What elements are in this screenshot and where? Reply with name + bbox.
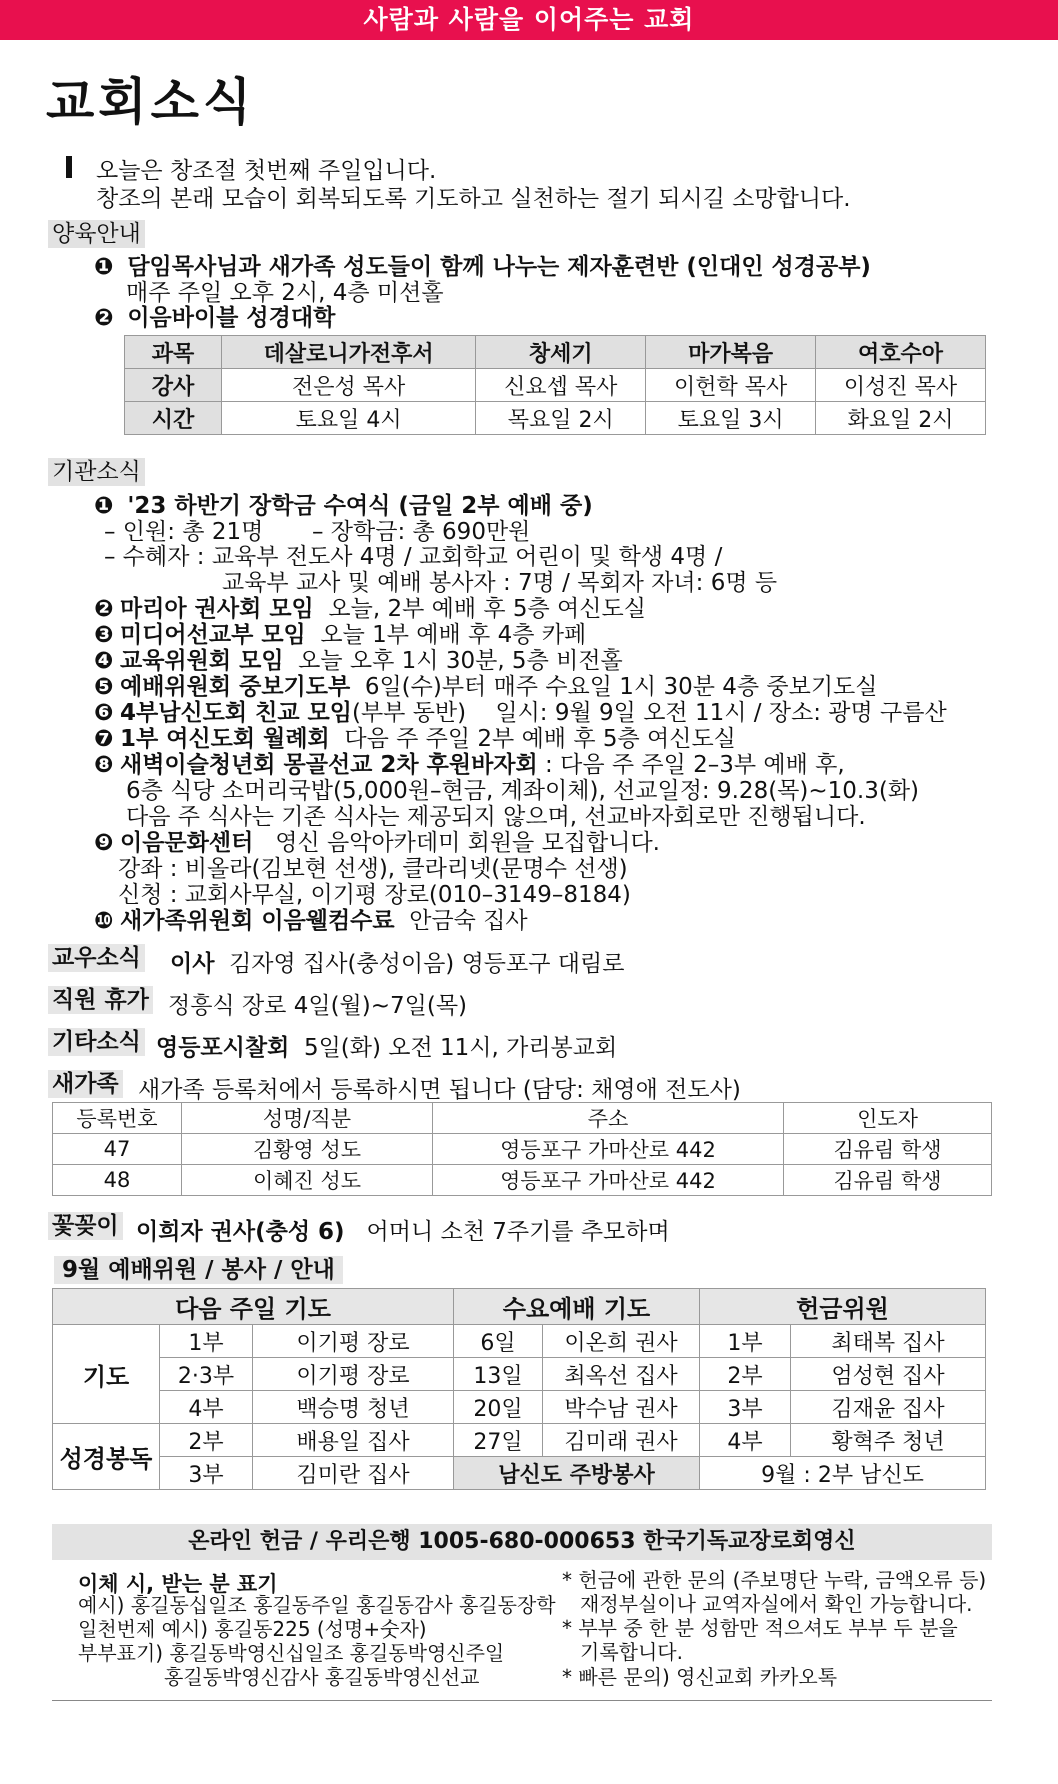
num-10: ❿	[94, 908, 114, 934]
other-label: 영등포시찰회	[156, 1035, 290, 1061]
bible-college-table	[124, 335, 986, 435]
online-right-l2: 재정부실이나 교역자실에서 확인 가능합니다.	[580, 1592, 973, 1616]
person-cell: 최옥선 집사	[543, 1358, 700, 1391]
row-label: 과목	[125, 336, 222, 369]
flowers-detail: 어머니 소천 7주기를 추모하며	[366, 1219, 670, 1245]
flowers-label: 이희자 권사(충성 6)	[136, 1219, 345, 1245]
time-cell: 토요일 3시	[646, 402, 816, 435]
online-left-l3: 부부표기) 홍길동박영신십일조 홍길동박영신주일	[78, 1641, 505, 1665]
col-header: 성명/직분	[182, 1103, 433, 1134]
staff-detail: 정흥식 장로 4일(월)~7일(목)	[168, 993, 468, 1019]
education-item1-title: 담임목사님과 새가족 성도들이 함께 나누는 제자훈련반 (인대인 성경공부)	[127, 254, 871, 280]
service-cell: 4부	[700, 1424, 791, 1457]
top-banner: 사람과 사람을 이어주는 교회	[0, 0, 1058, 40]
org-item9-line3: 신청 : 교회사무실, 이기평 장로(010–3149–8184)	[118, 882, 631, 908]
category-prayer: 기도	[53, 1325, 160, 1424]
org-item6-sub: (부부 동반)	[351, 700, 467, 726]
person-cell: 박수남 권사	[543, 1391, 700, 1424]
section-org: 기관소식	[48, 458, 145, 486]
service-cell: 1부	[160, 1325, 253, 1358]
num-5: ❺	[94, 674, 114, 700]
service-cell: 4부	[160, 1391, 253, 1424]
cell: 영등포구 가마산로 442	[433, 1165, 784, 1196]
row-label: 시간	[125, 402, 222, 435]
person-cell: 김미래 권사	[543, 1424, 700, 1457]
time-cell: 화요일 2시	[816, 402, 986, 435]
org-item9-detail: 영신 음악아카데미 회원을 모집합니다.	[275, 830, 660, 856]
page-title: 교회소식	[46, 72, 256, 131]
online-giving-title: 온라인 헌금 / 우리은행 1005-680-000653 한국기독교장로회영신	[52, 1524, 992, 1560]
org-item2-detail: 오늘, 2부 예배 후 5층 여신도실	[328, 596, 646, 622]
num-1: ❶	[94, 493, 114, 519]
table-row	[53, 1134, 992, 1165]
org-item10	[94, 902, 528, 935]
org-item1-recipients: – 수혜자 : 교육부 전도사 4명 / 교회학교 어린이 및 학생 4명 /	[104, 544, 723, 570]
col-wednesday: 수요예배 기도	[454, 1289, 700, 1325]
cell: 48	[53, 1165, 182, 1196]
org-item3-detail: 오늘 1부 예배 후 4층 카페	[320, 622, 587, 648]
person-cell: 배용일 집사	[253, 1424, 454, 1457]
num-4: ❹	[94, 648, 114, 674]
org-item9-title: 이음문화센터	[120, 830, 254, 856]
kitchen-label: 남신도 주방봉사	[454, 1457, 700, 1490]
teacher-cell: 전은성 목사	[222, 369, 476, 402]
person-cell: 백승명 청년	[253, 1391, 454, 1424]
members-label: 이사	[170, 951, 215, 977]
org-item7-title: 1부 여신도회 월례회	[120, 726, 330, 752]
section-newfamily: 새가족	[48, 1070, 123, 1098]
subject-cell: 마가복음	[646, 336, 816, 369]
teacher-cell: 이성진 목사	[816, 369, 986, 402]
col-header: 주소	[433, 1103, 784, 1134]
org-item9-line2: 강좌 : 비올라(김보현 선생), 클라리넷(문명수 선생)	[118, 856, 628, 882]
person-cell: 김재윤 집사	[791, 1391, 986, 1424]
date-cell: 27일	[454, 1424, 543, 1457]
person-cell: 황혁주 청년	[791, 1424, 986, 1457]
online-left-l2: 일천번제 예시) 홍길동225 (성명+숫자)	[78, 1617, 427, 1641]
num-1: ❶	[94, 254, 114, 280]
bullet-bar	[66, 156, 72, 178]
date-cell: 6일	[454, 1325, 543, 1358]
org-item6-title: 4부남신도회 친교 모임	[120, 700, 352, 726]
service-cell: 1부	[700, 1325, 791, 1358]
col-offering: 헌금위원	[700, 1289, 986, 1325]
org-item5-detail: 6일(수)부터 매주 수요일 1시 30분 4층 중보기도실	[364, 674, 878, 700]
intro-line1: 오늘은 창조절 첫번째 주일입니다.	[96, 158, 437, 184]
org-item1-recipients2: 교육부 교사 및 예배 봉사자 : 7명 / 목회자 자녀: 6명 등	[222, 570, 778, 596]
col-next-sunday: 다음 주일 기도	[53, 1289, 454, 1325]
section-members: 교우소식	[48, 944, 145, 972]
online-left-l4: 홍길동박영신감사 홍길동박영신선교	[164, 1665, 480, 1689]
section-staff: 직원 휴가	[48, 986, 153, 1014]
person-cell: 김미란 집사	[253, 1457, 454, 1490]
education-item2	[94, 299, 335, 332]
category-bible: 성경봉독	[53, 1424, 160, 1490]
org-item8-line2: 6층 식당 소머리국밥(5,000원–현금, 계좌이체), 선교일정: 9.28(목)~10.3(화)	[126, 778, 920, 804]
education-item1-detail: 매주 주일 오후 2시, 4층 미션홀	[126, 280, 444, 306]
num-8: ❽	[94, 752, 114, 778]
table-row	[53, 1165, 992, 1196]
org-item3-title: 미디어선교부 모임	[120, 622, 306, 648]
time-cell: 토요일 4시	[222, 402, 476, 435]
num-6: ❻	[94, 700, 114, 726]
cell: 영등포구 가마산로 442	[433, 1134, 784, 1165]
kitchen-detail: 9월 : 2부 남신도	[700, 1457, 986, 1490]
num-2: ❷	[94, 596, 114, 622]
date-cell: 20일	[454, 1391, 543, 1424]
bottom-divider	[52, 1700, 992, 1701]
online-right-l3: * 부부 중 한 분 성함만 적으셔도 부부 두 분을	[562, 1616, 958, 1640]
org-item8-line3: 다음 주 식사는 기존 식사는 제공되지 않으며, 선교바자회로만 진행됩니다.	[126, 804, 866, 830]
date-cell: 13일	[454, 1358, 543, 1391]
service-cell: 3부	[700, 1391, 791, 1424]
members-line	[170, 945, 624, 978]
person-cell: 이온희 권사	[543, 1325, 700, 1358]
service-cell: 3부	[160, 1457, 253, 1490]
col-header: 인도자	[784, 1103, 992, 1134]
education-item2-title: 이음바이블 성경대학	[127, 305, 336, 331]
cell: 이혜진 성도	[182, 1165, 433, 1196]
org-item6-detail: 일시: 9월 9일 오전 11시 / 장소: 광명 구름산	[495, 700, 947, 726]
org-item10-detail: 안금숙 집사	[409, 908, 528, 934]
col-header: 등록번호	[53, 1103, 182, 1134]
org-item8-title: 새벽이슬청년회 몽골선교 2차 후원바자회	[120, 752, 538, 778]
online-left-l1: 예시) 홍길동십일조 홍길동주일 홍길동감사 홍길동장학	[78, 1593, 556, 1617]
org-item1-count: – 인원: 총 21명	[104, 519, 264, 545]
online-right-l4: 기록합니다.	[580, 1640, 683, 1664]
person-cell: 이기평 장로	[253, 1358, 454, 1391]
service-cell: 2부	[160, 1424, 253, 1457]
subject-cell: 창세기	[476, 336, 646, 369]
flowers-line	[136, 1213, 670, 1246]
teacher-cell: 이헌학 목사	[646, 369, 816, 402]
person-cell: 이기평 장로	[253, 1325, 454, 1358]
service-cell: 2·3부	[160, 1358, 253, 1391]
cell: 김유림 학생	[784, 1134, 992, 1165]
org-item7-detail: 다음 주 주일 2부 예배 후 5층 여신도실	[344, 726, 736, 752]
subject-cell: 데살로니가전후서	[222, 336, 476, 369]
org-item1-amount: – 장학금: 총 690만원	[312, 519, 531, 545]
online-right-l5: * 빠른 문의) 영신교회 카카오톡	[562, 1665, 838, 1689]
cell: 김유림 학생	[784, 1165, 992, 1196]
time-cell: 목요일 2시	[476, 402, 646, 435]
online-left-title: 이체 시, 받는 분 표기	[78, 1572, 278, 1596]
newfamily-detail: 새가족 등록처에서 등록하시면 됩니다 (담당: 채영애 전도사)	[138, 1077, 741, 1103]
other-line	[156, 1029, 617, 1062]
section-worship: 9월 예배위원 / 봉사 / 안내	[54, 1256, 343, 1284]
teacher-cell: 신요셉 목사	[476, 369, 646, 402]
person-cell: 엄성현 집사	[791, 1358, 986, 1391]
row-label: 강사	[125, 369, 222, 402]
section-education: 양육안내	[48, 220, 145, 248]
org-item1-title: '23 하반기 장학금 수여식 (금일 2부 예배 중)	[127, 493, 593, 519]
intro-line2: 창조의 본래 모습이 회복되도록 기도하고 실천하는 절기 되시길 소망합니다.	[96, 186, 851, 212]
other-detail: 5일(화) 오전 11시, 가리봉교회	[303, 1035, 618, 1061]
newfamily-table	[52, 1102, 992, 1196]
org-item2-title: 마리아 권사회 모임	[120, 596, 314, 622]
worship-table	[52, 1288, 986, 1490]
cell: 47	[53, 1134, 182, 1165]
org-item8-detail: : 다음 주 주일 2–3부 예배 후,	[545, 752, 845, 778]
org-item4-detail: 오늘 오후 1시 30분, 5층 비전홀	[298, 648, 623, 674]
org-item10-title: 새가족위원회 이음웰컴수료	[120, 908, 395, 934]
section-flowers: 꽃꽂이	[48, 1212, 123, 1240]
online-right-l1: * 헌금에 관한 문의 (주보명단 누락, 금액오류 등)	[562, 1568, 987, 1592]
members-detail: 김자영 집사(충성이음) 영등포구 대림로	[229, 951, 625, 977]
section-other: 기타소식	[48, 1028, 145, 1056]
service-cell: 2부	[700, 1358, 791, 1391]
org-item4-title: 교육위원회 모임	[120, 648, 284, 674]
person-cell: 최태복 집사	[791, 1325, 986, 1358]
num-2: ❷	[94, 305, 114, 331]
subject-cell: 여호수아	[816, 336, 986, 369]
cell: 김황영 성도	[182, 1134, 433, 1165]
org-item5-title: 예배위원회 중보기도부	[120, 674, 351, 700]
num-3: ❸	[94, 622, 114, 648]
num-7: ❼	[94, 726, 114, 752]
num-9: ❾	[94, 830, 114, 856]
